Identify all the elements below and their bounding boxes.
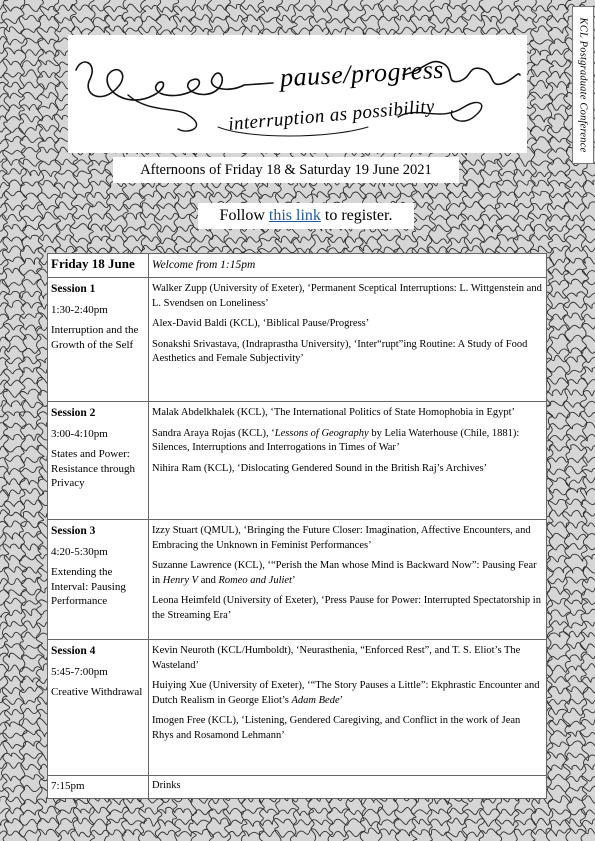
schedule-table [47, 253, 547, 799]
paper-entry: Kevin Neuroth (KCL/Humboldt), ‘Neurasthenia, “Enforced Rest”, and T. S. Eliot’s The Wasteland’ [152, 645, 521, 671]
session-info [51, 406, 143, 497]
closing-event: Drinks [152, 780, 181, 791]
session-theme: Extending the Interval: Pausing Performance [51, 566, 126, 607]
session-label: Session 2 [51, 407, 96, 419]
logo-subtitle: interruption as possibility [227, 96, 436, 135]
side-title-text: KCL Postgraduate Conference [577, 17, 589, 153]
session-papers [152, 406, 542, 482]
paper-entry: Malak Abdelkhalek (KCL), ‘The International Politics of State Homophobia in Egypt’ [152, 407, 516, 418]
register-prefix: Follow [219, 207, 269, 224]
closing-time: 7:15pm [51, 780, 85, 792]
logo-banner [68, 35, 527, 153]
session-info [51, 524, 143, 615]
register-banner [198, 203, 414, 229]
paper-entry: Nihira Ram (KCL), ‘Dislocating Gendered Sound in the British Raj’s Archives’ [152, 462, 488, 474]
schedule-header-row [48, 254, 546, 278]
session-papers [152, 524, 542, 629]
paper-entry: Leona Heimfeld (University of Exeter), ‘Press Pause for Power: Interrupted Spectatorship in the Streaming Era’ [152, 595, 541, 621]
session-time: 3:00-4:10pm [51, 427, 108, 440]
session-info [51, 282, 143, 358]
session-row [48, 402, 546, 520]
session-info [51, 644, 143, 706]
paper-entry: Suzanne Lawrence (KCL), ‘“Perish the Man whose Mind is Backward Now”: Pausing Fear in Henry V and Romeo and Juliet’ [152, 560, 537, 586]
closing-row [48, 776, 546, 798]
welcome-text: Welcome from 1:15pm [152, 259, 256, 271]
logo-title: pause/progress [279, 54, 445, 93]
session-label: Session 3 [51, 525, 96, 537]
session-row [48, 520, 546, 640]
side-title [572, 6, 594, 164]
register-link[interactable]: this link [268, 207, 321, 224]
session-papers [152, 282, 542, 373]
session-papers [152, 644, 542, 749]
paper-entry: Alex-David Baldi (KCL), ‘Biblical Pause/Progress’ [152, 318, 370, 329]
paper-entry: Izzy Stuart (QMUL), ‘Bringing the Future Closer: Imagination, Affective Encounters, and Embracing the Unknown in Feminist Performances’ [152, 525, 531, 551]
session-time: 4:20-5:30pm [51, 545, 108, 558]
paper-entry: Sandra Araya Rojas (KCL), ‘Lessons of Geography by Lelia Waterhouse (Chile, 1881): Silences, Interruptions and Interrogations in Times of War’ [152, 427, 520, 453]
session-theme: States and Power: Resistance through Privacy [51, 448, 136, 489]
session-label: Session 4 [51, 645, 96, 657]
session-time: 1:30-2:40pm [51, 303, 108, 316]
session-theme: Interruption and the Growth of the Self [51, 324, 139, 351]
session-time: 5:45-7:00pm [51, 665, 108, 678]
date-banner: Afternoons of Friday 18 & Saturday 19 June 2021 [113, 157, 459, 183]
paper-entry: Huiying Xue (University of Exeter), ‘“The Story Pauses a Little”: Ekphrastic Encounter and Dutch Realism in George Eliot’s Adam Bede’ [152, 680, 540, 706]
logo-scribble-line [68, 35, 527, 153]
paper-entry: Imogen Free (KCL), ‘Listening, Gendered Caregiving, and Conflict in the work of Jean Rhys and Rosamond Lehmann’ [152, 715, 521, 741]
session-row [48, 640, 546, 776]
session-label: Session 1 [51, 283, 96, 295]
day-label: Friday 18 June [51, 256, 135, 271]
paper-entry: Walker Zupp (University of Exeter), ‘Permanent Sceptical Interruptions: L. Wittgenstein and L. Svendsen on Loneliness’ [152, 283, 542, 309]
register-suffix: to register. [320, 207, 393, 224]
paper-entry: Sonakshi Srivastava, (Indraprastha University), ‘Inter“rupt”ing Routine: A Study of Food Aesthetics and Female Subjectivity’ [152, 338, 528, 364]
session-theme: Creative Withdrawal [51, 686, 143, 698]
session-row [48, 278, 546, 402]
